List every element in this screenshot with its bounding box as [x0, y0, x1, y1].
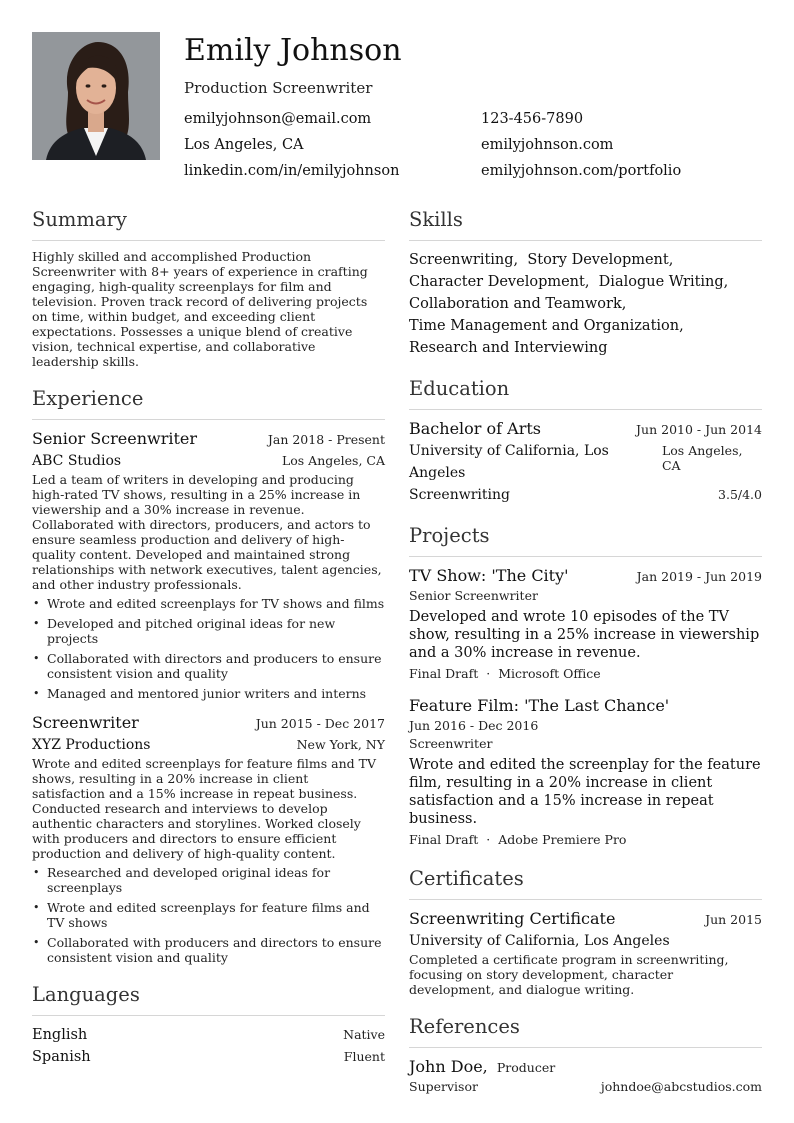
education-dates: Jun 2010 - Jun 2014: [636, 422, 762, 437]
list-item: • Wrote and edited screenplays for TV shows and films: [32, 596, 385, 611]
candidate-name: Emily Johnson: [184, 33, 402, 68]
reference-name: John Doe,: [409, 1057, 488, 1076]
section-divider: [409, 240, 762, 241]
skills-line: Collaboration and Teamwork,: [409, 296, 627, 312]
resume-header: [184, 32, 764, 182]
certificate-description: Completed a certificate program in screenwriting, focusing on story development, character development, and dialogue writing.: [409, 952, 729, 997]
job-bullets: [32, 865, 385, 965]
separator-dot: ·: [486, 832, 491, 847]
certificate-name: Screenwriting Certificate: [409, 909, 616, 928]
tool-tag: Final Draft: [409, 666, 479, 681]
section-title-certificates: Certificates: [409, 867, 524, 890]
language-level: Native: [343, 1027, 385, 1042]
tool-tag: Final Draft: [409, 832, 479, 847]
skills-line: Screenwriting, Story Development,: [409, 252, 674, 268]
job-location: Los Angeles, CA: [281, 453, 385, 468]
section-title-references: References: [409, 1015, 520, 1038]
summary-text: Highly skilled and accomplished Production Screenwriter with 8+ years of experience in crafting engaging, high-quality screenplays for film and television. Proven track record of delivering projects on time, within budget, and exceeding client expectations. Possesses a unique blend of creative vision, technical expertise, and collaborative leadership skills.: [32, 249, 368, 369]
profile-photo: [32, 32, 160, 160]
project-tools: [409, 831, 762, 849]
summary-section: [32, 206, 385, 369]
degree-name: Bachelor of Arts: [409, 419, 541, 438]
project-entry: [409, 695, 762, 849]
list-item: • Wrote and edited screenplays for feature films and TV shows: [32, 900, 385, 930]
job-dates: Jun 2015 - Dec 2017: [255, 716, 385, 731]
right-column: [409, 206, 762, 1094]
list-item: • Collaborated with directors and producers to ensure consistent vision and quality: [32, 651, 385, 681]
skills-section: [409, 206, 762, 359]
certificate-date: Jun 2015: [705, 912, 762, 927]
field-of-study: Screenwriting: [409, 487, 510, 503]
separator-dot: ·: [486, 666, 491, 681]
gpa: 3.5/4.0: [718, 487, 762, 502]
project-role: Senior Screenwriter: [409, 588, 538, 603]
tool-tag: Adobe Premiere Pro: [498, 832, 627, 847]
job-title: Screenwriter: [32, 713, 139, 732]
certificates-section: [409, 865, 762, 997]
job-location: New York, NY: [296, 737, 385, 752]
section-title-experience: Experience: [32, 387, 144, 410]
reference-role: Producer: [496, 1060, 556, 1075]
section-divider: [409, 556, 762, 557]
language-row: [32, 1046, 385, 1068]
language-row: [32, 1024, 385, 1046]
phone-number[interactable]: 123-456-7890: [481, 111, 584, 127]
project-role: Screenwriter: [409, 736, 493, 751]
section-divider: [32, 240, 385, 241]
job-description: Led a team of writers in developing and producing high-rated TV shows, resulting in a 25% increase in viewership and a 30% increase in revenue. Collaborated with directors, producers, and actors to ensure seamless production and delivery of high-quality content. Developed and maintained strong relationships with network executives, talent agencies, and other industry professionals.: [32, 472, 382, 592]
section-divider: [409, 409, 762, 410]
location: Los Angeles, CA: [184, 137, 304, 153]
company-name: XYZ Productions: [32, 737, 151, 753]
portrait-image: [32, 32, 160, 160]
list-item: • Collaborated with producers and directors to ensure consistent vision and quality: [32, 935, 385, 965]
experience-section: [32, 385, 385, 965]
section-divider: [409, 899, 762, 900]
company-name: ABC Studios: [32, 453, 122, 469]
reference-relation: Supervisor: [409, 1079, 478, 1094]
candidate-role: Production Screenwriter: [184, 79, 373, 97]
reference-email[interactable]: johndoe@abcstudios.com: [600, 1079, 762, 1094]
section-title-projects: Projects: [409, 524, 490, 547]
job-dates: Jan 2018 - Present: [267, 432, 385, 447]
language-level: Fluent: [343, 1049, 385, 1064]
list-item: • Developed and pitched original ideas for new projects: [32, 616, 385, 646]
education-section: [409, 375, 762, 506]
section-divider: [32, 419, 385, 420]
email-link[interactable]: emilyjohnson@email.com: [184, 111, 372, 127]
skills-line: Time Management and Organization,: [409, 318, 684, 334]
project-dates: Jan 2019 - Jun 2019: [636, 569, 762, 584]
job-bullets: [32, 596, 385, 701]
school-location: Los Angeles, CA: [661, 443, 743, 473]
tool-tag: Microsoft Office: [498, 666, 601, 681]
project-name: Feature Film: 'The Last Chance': [409, 696, 670, 715]
skills-line: Character Development, Dialogue Writing,: [409, 274, 729, 290]
projects-section: [409, 522, 762, 849]
section-divider: [409, 1047, 762, 1048]
project-tools: [409, 665, 762, 683]
section-title-languages: Languages: [32, 983, 140, 1006]
languages-section: [32, 981, 385, 1068]
contact-info: [184, 108, 764, 182]
project-description: Developed and wrote 10 episodes of the TV show, resulting in a 25% increase in viewership and a 30% increase in revenue.: [409, 609, 760, 661]
list-item: • Researched and developed original ideas for screenplays: [32, 865, 385, 895]
certificate-issuer: University of California, Los Angeles: [409, 933, 670, 949]
list-item: • Managed and mentored junior writers and interns: [32, 686, 385, 701]
skills-line: Research and Interviewing: [409, 340, 608, 356]
section-title-education: Education: [409, 377, 510, 400]
job-description: Wrote and edited screenplays for feature films and TV shows, resulting in a 20% increase in client satisfaction and a 15% increase in repeat business. Conducted research and interviews to develop authentic characters and storylines. Worked closely with producers and directors to ensure efficient production and delivery of high-quality content.: [32, 756, 377, 861]
language-name: Spanish: [32, 1049, 91, 1065]
section-title-skills: Skills: [409, 208, 463, 231]
language-name: English: [32, 1027, 88, 1043]
linkedin-link[interactable]: linkedin.com/in/emilyjohnson: [184, 163, 400, 179]
project-description: Wrote and edited the screenplay for the feature film, resulting in a 20% increase in client satisfaction and a 15% increase in repeat business.: [409, 757, 761, 827]
project-name: TV Show: 'The City': [409, 566, 569, 585]
project-dates: Jun 2016 - Dec 2016: [409, 718, 539, 733]
references-section: [409, 1013, 762, 1094]
left-column: [32, 206, 385, 1068]
website-link[interactable]: emilyjohnson.com: [481, 137, 614, 153]
portfolio-link[interactable]: emilyjohnson.com/portfolio: [481, 163, 682, 179]
school-name: University of California, Los Angeles: [409, 443, 609, 481]
project-entry: [409, 565, 762, 683]
section-divider: [32, 1015, 385, 1016]
section-title-summary: Summary: [32, 208, 127, 231]
job-title: Senior Screenwriter: [32, 429, 198, 448]
job-entry: [32, 712, 385, 965]
job-entry: [32, 428, 385, 701]
